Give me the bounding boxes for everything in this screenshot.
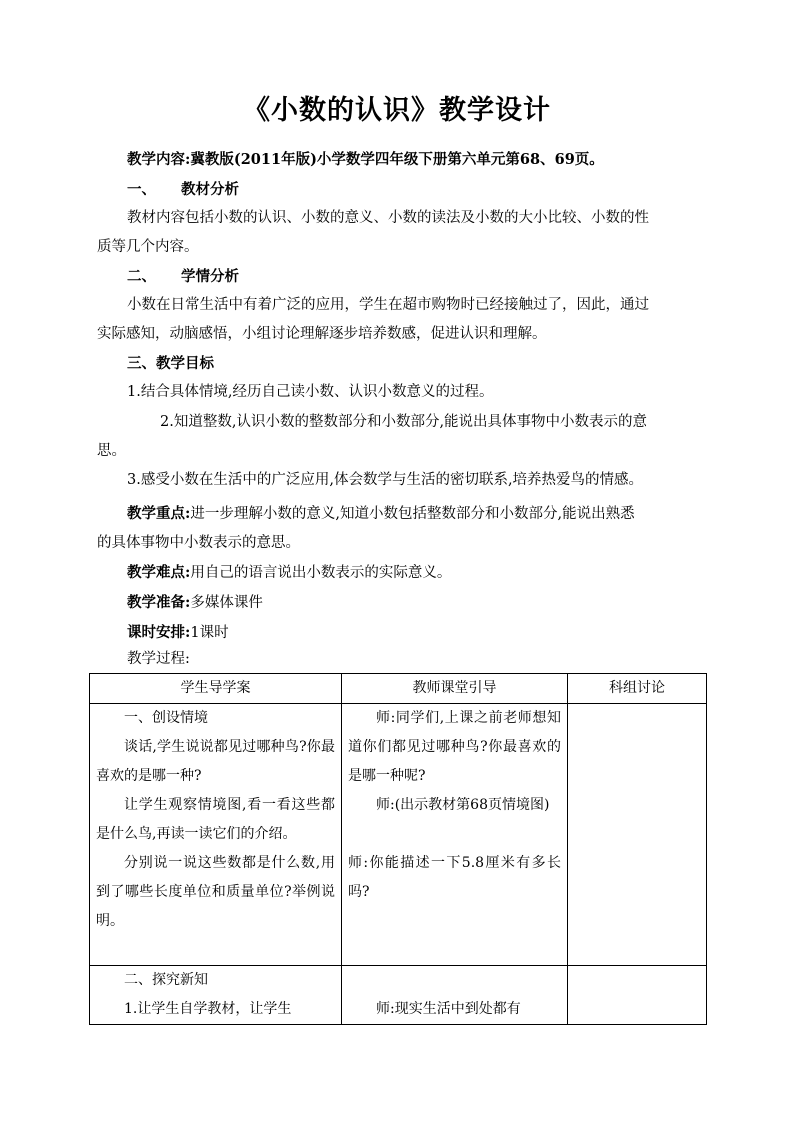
- key-point-label: 教学重点:: [127, 505, 191, 522]
- cell-spacer: [348, 966, 561, 995]
- teacher-cell: [342, 966, 568, 1025]
- cell-paragraph: 分别说一说这些数都是什么数,用到了哪些长度单位和质量单位?举例说明。: [96, 855, 335, 929]
- schedule-line: [127, 618, 733, 648]
- discussion-cell: [568, 704, 707, 966]
- cell-paragraph: 二、探究新知: [124, 972, 208, 988]
- teaching-process-table: [89, 673, 707, 1025]
- preparation-text: 多媒体课件: [190, 595, 263, 611]
- discussion-cell: [568, 966, 707, 1025]
- cell-paragraph: 1.让学生自学教材，让学生: [124, 1001, 292, 1017]
- student-cell: [90, 966, 342, 1025]
- section-title: 教材分析: [181, 181, 239, 198]
- paragraph-line: 教材内容包括小数的认识、小数的意义、小数的读法及小数的大小比较、小数的性: [127, 210, 649, 226]
- table-header-row: [90, 674, 707, 704]
- section-heading-1: [127, 175, 733, 204]
- header-group-discussion: 科组讨论: [568, 674, 707, 704]
- section-number: 二、: [127, 268, 156, 285]
- key-point-line-2: 的具体事物中小数表示的意思。: [97, 535, 300, 551]
- goal-line: 1.结合具体情境,经历自己读小数、认识小数意义的过程。: [127, 384, 494, 400]
- cell-paragraph: 让学生观察情境图,看一看这些都是什么鸟,再读一读它们的介绍。: [96, 797, 335, 842]
- cell-paragraph: 师:(出示教材第68页情境图): [376, 797, 550, 813]
- section-title: 学情分析: [181, 268, 239, 285]
- preparation-line: [127, 588, 733, 618]
- cell-paragraph: 师:现实生活中到处都有: [376, 1001, 521, 1017]
- goal-line: 2.知道整数,认识小数的整数部分和小数部分,能说出具体事物中小数表示的意: [160, 414, 648, 430]
- goal-line: 思。: [97, 443, 126, 459]
- paragraph-line: 小数在日常生活中有着广泛的应用，学生在超市购物时已经接触过了，因此，通过: [127, 297, 649, 313]
- difficulty-label: 教学难点:: [127, 564, 191, 581]
- teaching-content-line: 教学内容:冀教版(2011年版)小学数学四年级下册第六单元第68、69页。: [127, 151, 604, 168]
- document-title: 《小数的认识》教学设计: [243, 95, 551, 126]
- cell-paragraph: 师:同学们,上课之前老师想知道你们都见过哪种鸟?你最喜欢的是哪一种呢?: [348, 710, 561, 784]
- difficulty-line: [127, 558, 733, 588]
- section-number: 一、: [127, 181, 156, 198]
- key-point-text: 进一步理解小数的意义,知道小数包括整数部分和小数部分,能说出熟悉: [190, 506, 635, 522]
- cell-spacer: [348, 820, 561, 849]
- header-student-guide: 学生导学案: [90, 674, 342, 704]
- cell-paragraph: 师:你能描述一下5.8厘米有多长吗?: [348, 855, 561, 900]
- schedule-text: 1课时: [190, 625, 229, 641]
- header-teacher-guidance: 教师课堂引导: [342, 674, 568, 704]
- key-point-line: [127, 499, 733, 529]
- table-row: [90, 966, 707, 1025]
- preparation-label: 教学准备:: [127, 594, 191, 611]
- paragraph-line: 质等几个内容。: [97, 239, 199, 255]
- section-heading-2: [127, 262, 733, 291]
- teacher-cell: [342, 704, 568, 966]
- cell-paragraph: 谈话,学生说说都见过哪种鸟?你最喜欢的是哪一种?: [96, 739, 335, 784]
- table-row: [90, 704, 707, 966]
- difficulty-text: 用自己的语言说出小数表示的实际意义。: [190, 565, 452, 581]
- paragraph-line: 实际感知，动脑感悟，小组讨论理解逐步培养数感，促进认识和理解。: [97, 326, 547, 342]
- cell-paragraph: 一、创设情境: [124, 710, 208, 726]
- process-label: 教学过程:: [127, 651, 190, 667]
- schedule-label: 课时安排:: [127, 624, 191, 641]
- section-heading-3: 三、教学目标: [127, 355, 214, 372]
- student-cell: [90, 704, 342, 966]
- goal-line: 3.感受小数在生活中的广泛应用,体会数学与生活的密切联系,培养热爱鸟的情感。: [127, 472, 644, 488]
